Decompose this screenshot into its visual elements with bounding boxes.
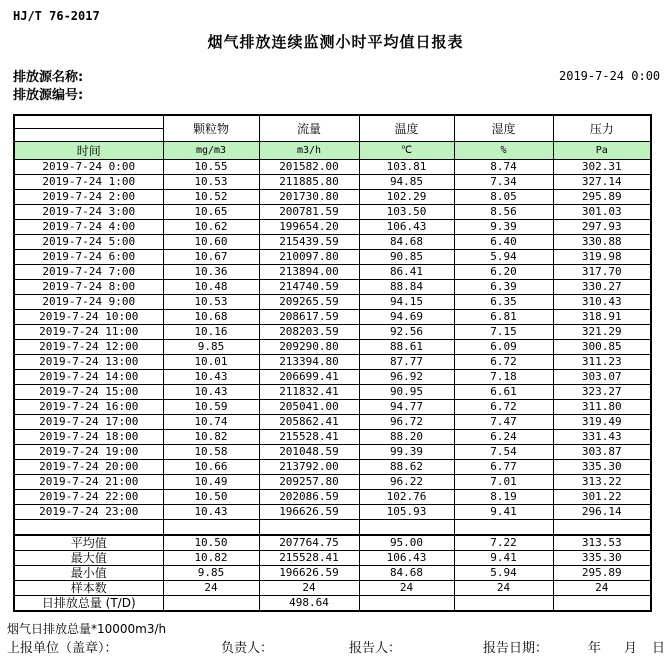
summary-value-cell: 207764.75 (259, 535, 359, 551)
value-cell: 10.50 (163, 490, 259, 505)
value-cell: 201582.00 (259, 160, 359, 175)
empty-cell (553, 520, 651, 536)
empty-cell (163, 520, 259, 536)
value-cell: 10.43 (163, 385, 259, 400)
column-header-humidity: 湿度 (454, 115, 553, 142)
value-cell: 103.81 (359, 160, 454, 175)
value-cell: 10.62 (163, 220, 259, 235)
value-cell: 90.85 (359, 250, 454, 265)
value-cell: 208617.59 (259, 310, 359, 325)
summary-value-cell: 10.50 (163, 535, 259, 551)
value-cell: 310.43 (553, 295, 651, 310)
empty-cell (259, 520, 359, 536)
value-cell: 86.41 (359, 265, 454, 280)
blank-corner-cell-bottom (14, 129, 163, 142)
value-cell: 311.23 (553, 355, 651, 370)
blank-corner-cell-top (14, 115, 163, 129)
value-cell: 313.22 (553, 475, 651, 490)
time-cell: 2019-7-24 23:00 (14, 505, 163, 520)
time-cell: 2019-7-24 1:00 (14, 175, 163, 190)
summary-value-cell: 24 (454, 581, 553, 596)
value-cell: 215439.59 (259, 235, 359, 250)
value-cell: 94.15 (359, 295, 454, 310)
value-cell: 295.89 (553, 190, 651, 205)
value-cell: 323.27 (553, 385, 651, 400)
summary-value-cell: 24 (259, 581, 359, 596)
summary-value-cell: 9.41 (454, 551, 553, 566)
value-cell: 10.59 (163, 400, 259, 415)
value-cell: 96.72 (359, 415, 454, 430)
table-row (14, 280, 651, 295)
value-cell: 6.81 (454, 310, 553, 325)
value-cell: 318.91 (553, 310, 651, 325)
summary-value-cell: 24 (163, 581, 259, 596)
value-cell: 319.49 (553, 415, 651, 430)
value-cell: 10.36 (163, 265, 259, 280)
summary-label: 平均值 (14, 535, 163, 551)
value-cell: 6.20 (454, 265, 553, 280)
value-cell: 94.85 (359, 175, 454, 190)
standard-code: HJ/T 76-2017 (13, 9, 100, 23)
empty-cell (14, 520, 163, 536)
value-cell: 88.62 (359, 460, 454, 475)
value-cell: 208203.59 (259, 325, 359, 340)
value-cell: 330.88 (553, 235, 651, 250)
table-row (14, 235, 651, 250)
value-cell: 10.66 (163, 460, 259, 475)
value-cell: 330.27 (553, 280, 651, 295)
table-row (14, 325, 651, 340)
table-row (14, 475, 651, 490)
table-row (14, 340, 651, 355)
table-row (14, 220, 651, 235)
unit-cell-humidity: % (454, 142, 553, 160)
value-cell: 202086.59 (259, 490, 359, 505)
table-row (14, 310, 651, 325)
table-row (14, 445, 651, 460)
time-cell: 2019-7-24 8:00 (14, 280, 163, 295)
value-cell: 5.94 (454, 250, 553, 265)
time-cell: 2019-7-24 13:00 (14, 355, 163, 370)
value-cell: 213894.00 (259, 265, 359, 280)
value-cell: 200781.59 (259, 205, 359, 220)
empty-cell (454, 520, 553, 536)
value-cell: 7.01 (454, 475, 553, 490)
value-cell: 10.55 (163, 160, 259, 175)
time-cell: 2019-7-24 3:00 (14, 205, 163, 220)
summary-value-cell: 7.22 (454, 535, 553, 551)
time-header-cell: 时间 (14, 142, 163, 160)
value-cell: 10.82 (163, 430, 259, 445)
report-date-label: 报告日期： (483, 641, 549, 656)
table-row (14, 205, 651, 220)
value-cell: 317.70 (553, 265, 651, 280)
month-label: 月 (624, 641, 638, 656)
summary-value-cell: 95.00 (359, 535, 454, 551)
value-cell: 201048.59 (259, 445, 359, 460)
time-cell: 2019-7-24 10:00 (14, 310, 163, 325)
value-cell: 88.61 (359, 340, 454, 355)
column-header-temperature: 温度 (359, 115, 454, 142)
time-cell: 2019-7-24 16:00 (14, 400, 163, 415)
value-cell: 211885.80 (259, 175, 359, 190)
value-cell: 90.95 (359, 385, 454, 400)
day-label: 日 (652, 641, 666, 656)
value-cell: 105.93 (359, 505, 454, 520)
time-cell: 2019-7-24 12:00 (14, 340, 163, 355)
value-cell: 302.31 (553, 160, 651, 175)
value-cell: 6.09 (454, 340, 553, 355)
value-cell: 6.72 (454, 355, 553, 370)
unit-cell-flow: m3/h (259, 142, 359, 160)
time-cell: 2019-7-24 2:00 (14, 190, 163, 205)
value-cell: 94.69 (359, 310, 454, 325)
header-row-top (14, 115, 651, 129)
value-cell: 213394.80 (259, 355, 359, 370)
value-cell: 335.30 (553, 460, 651, 475)
value-cell: 10.74 (163, 415, 259, 430)
value-cell: 301.22 (553, 490, 651, 505)
value-cell: 9.85 (163, 340, 259, 355)
value-cell: 213792.00 (259, 460, 359, 475)
time-cell: 2019-7-24 6:00 (14, 250, 163, 265)
value-cell: 206699.41 (259, 370, 359, 385)
value-cell: 201730.80 (259, 190, 359, 205)
value-cell: 102.76 (359, 490, 454, 505)
time-cell: 2019-7-24 22:00 (14, 490, 163, 505)
summary-value-cell: 9.85 (163, 566, 259, 581)
value-cell: 301.03 (553, 205, 651, 220)
value-cell: 10.48 (163, 280, 259, 295)
time-cell: 2019-7-24 19:00 (14, 445, 163, 460)
value-cell: 96.22 (359, 475, 454, 490)
table-row (14, 190, 651, 205)
value-cell: 209265.59 (259, 295, 359, 310)
value-cell: 319.98 (553, 250, 651, 265)
column-header-flow: 流量 (259, 115, 359, 142)
summary-value-cell: 5.94 (454, 566, 553, 581)
value-cell: 211832.41 (259, 385, 359, 400)
summary-value-cell (454, 596, 553, 612)
manager-label: 负责人： (221, 641, 274, 656)
summary-value-cell (553, 596, 651, 612)
value-cell: 327.14 (553, 175, 651, 190)
value-cell: 88.20 (359, 430, 454, 445)
units-row (14, 142, 651, 160)
summary-value-cell: 24 (553, 581, 651, 596)
value-cell: 10.43 (163, 370, 259, 385)
value-cell: 96.92 (359, 370, 454, 385)
monitor-table (13, 114, 652, 612)
value-cell: 10.67 (163, 250, 259, 265)
value-cell: 10.58 (163, 445, 259, 460)
value-cell: 214740.59 (259, 280, 359, 295)
table-row (14, 505, 651, 520)
value-cell: 10.01 (163, 355, 259, 370)
summary-value-cell: 215528.41 (259, 551, 359, 566)
value-cell: 321.29 (553, 325, 651, 340)
value-cell: 6.72 (454, 400, 553, 415)
value-cell: 303.87 (553, 445, 651, 460)
table-row (14, 295, 651, 310)
table-row (14, 490, 651, 505)
value-cell: 209257.80 (259, 475, 359, 490)
value-cell: 106.43 (359, 220, 454, 235)
time-cell: 2019-7-24 21:00 (14, 475, 163, 490)
table-row (14, 175, 651, 190)
value-cell: 215528.41 (259, 430, 359, 445)
page-title: 烟气排放连续监测小时平均值日报表 (207, 33, 464, 51)
value-cell: 205041.00 (259, 400, 359, 415)
table-row (14, 430, 651, 445)
value-cell: 10.16 (163, 325, 259, 340)
data-rows (14, 160, 651, 612)
source-code-label: 排放源编号: (13, 88, 84, 103)
value-cell: 10.43 (163, 505, 259, 520)
time-cell: 2019-7-24 20:00 (14, 460, 163, 475)
time-cell: 2019-7-24 18:00 (14, 430, 163, 445)
value-cell: 8.74 (454, 160, 553, 175)
summary-row (14, 535, 651, 551)
value-cell: 296.14 (553, 505, 651, 520)
summary-value-cell (359, 596, 454, 612)
summary-value-cell (163, 596, 259, 612)
value-cell: 6.40 (454, 235, 553, 250)
value-cell: 8.56 (454, 205, 553, 220)
value-cell: 300.85 (553, 340, 651, 355)
value-cell: 10.53 (163, 295, 259, 310)
summary-value-cell: 295.89 (553, 566, 651, 581)
summary-value-cell: 24 (359, 581, 454, 596)
value-cell: 99.39 (359, 445, 454, 460)
column-header-particulate: 颗粒物 (163, 115, 259, 142)
table-row (14, 250, 651, 265)
value-cell: 6.61 (454, 385, 553, 400)
value-cell: 10.53 (163, 175, 259, 190)
time-cell: 2019-7-24 5:00 (14, 235, 163, 250)
table-row (14, 460, 651, 475)
summary-row (14, 566, 651, 581)
footer-note: 烟气日排放总量*10000m3/h (7, 622, 167, 636)
value-cell: 6.24 (454, 430, 553, 445)
value-cell: 303.07 (553, 370, 651, 385)
report-unit-label: 上报单位（盖章）： (7, 641, 118, 656)
summary-value-cell: 498.64 (259, 596, 359, 612)
summary-label: 最大值 (14, 551, 163, 566)
table-row (14, 160, 651, 175)
summary-label: 日排放总量 (T/D) (14, 596, 163, 612)
value-cell: 10.65 (163, 205, 259, 220)
summary-row (14, 596, 651, 612)
summary-value-cell: 196626.59 (259, 566, 359, 581)
report-datetime: 2019-7-24 0:00 (559, 69, 661, 83)
value-cell: 88.84 (359, 280, 454, 295)
table-row (14, 355, 651, 370)
time-cell: 2019-7-24 14:00 (14, 370, 163, 385)
empty-cell (359, 520, 454, 536)
table-row (14, 265, 651, 280)
summary-value-cell: 335.30 (553, 551, 651, 566)
value-cell: 102.29 (359, 190, 454, 205)
value-cell: 331.43 (553, 430, 651, 445)
summary-value-cell: 313.53 (553, 535, 651, 551)
summary-row (14, 581, 651, 596)
value-cell: 7.34 (454, 175, 553, 190)
unit-cell-pressure: Pa (553, 142, 651, 160)
time-cell: 2019-7-24 7:00 (14, 265, 163, 280)
value-cell: 205862.41 (259, 415, 359, 430)
time-cell: 2019-7-24 0:00 (14, 160, 163, 175)
time-cell: 2019-7-24 9:00 (14, 295, 163, 310)
value-cell: 209290.80 (259, 340, 359, 355)
value-cell: 10.60 (163, 235, 259, 250)
value-cell: 6.39 (454, 280, 553, 295)
summary-value-cell: 10.82 (163, 551, 259, 566)
column-header-pressure: 压力 (553, 115, 651, 142)
value-cell: 94.77 (359, 400, 454, 415)
year-label: 年 (588, 641, 602, 656)
value-cell: 87.77 (359, 355, 454, 370)
summary-row (14, 551, 651, 566)
value-cell: 84.68 (359, 235, 454, 250)
summary-label: 最小值 (14, 566, 163, 581)
value-cell: 311.80 (553, 400, 651, 415)
value-cell: 8.05 (454, 190, 553, 205)
unit-cell-particulate: mg/m3 (163, 142, 259, 160)
value-cell: 210097.80 (259, 250, 359, 265)
value-cell: 9.41 (454, 505, 553, 520)
source-name-label: 排放源名称: (13, 70, 84, 85)
summary-value-cell: 106.43 (359, 551, 454, 566)
reporter-label: 报告人： (349, 641, 402, 656)
table-row (14, 370, 651, 385)
value-cell: 7.18 (454, 370, 553, 385)
table-row (14, 385, 651, 400)
table-row (14, 415, 651, 430)
time-cell: 2019-7-24 17:00 (14, 415, 163, 430)
value-cell: 6.35 (454, 295, 553, 310)
value-cell: 10.52 (163, 190, 259, 205)
value-cell: 9.39 (454, 220, 553, 235)
value-cell: 7.15 (454, 325, 553, 340)
time-cell: 2019-7-24 11:00 (14, 325, 163, 340)
value-cell: 7.54 (454, 445, 553, 460)
value-cell: 196626.59 (259, 505, 359, 520)
time-cell: 2019-7-24 4:00 (14, 220, 163, 235)
value-cell: 199654.20 (259, 220, 359, 235)
empty-row (14, 520, 651, 536)
unit-cell-temperature: ℃ (359, 142, 454, 160)
value-cell: 103.50 (359, 205, 454, 220)
table-row (14, 400, 651, 415)
value-cell: 297.93 (553, 220, 651, 235)
summary-value-cell: 84.68 (359, 566, 454, 581)
value-cell: 10.68 (163, 310, 259, 325)
value-cell: 10.49 (163, 475, 259, 490)
value-cell: 7.47 (454, 415, 553, 430)
value-cell: 6.77 (454, 460, 553, 475)
summary-label: 样本数 (14, 581, 163, 596)
time-cell: 2019-7-24 15:00 (14, 385, 163, 400)
value-cell: 8.19 (454, 490, 553, 505)
value-cell: 92.56 (359, 325, 454, 340)
